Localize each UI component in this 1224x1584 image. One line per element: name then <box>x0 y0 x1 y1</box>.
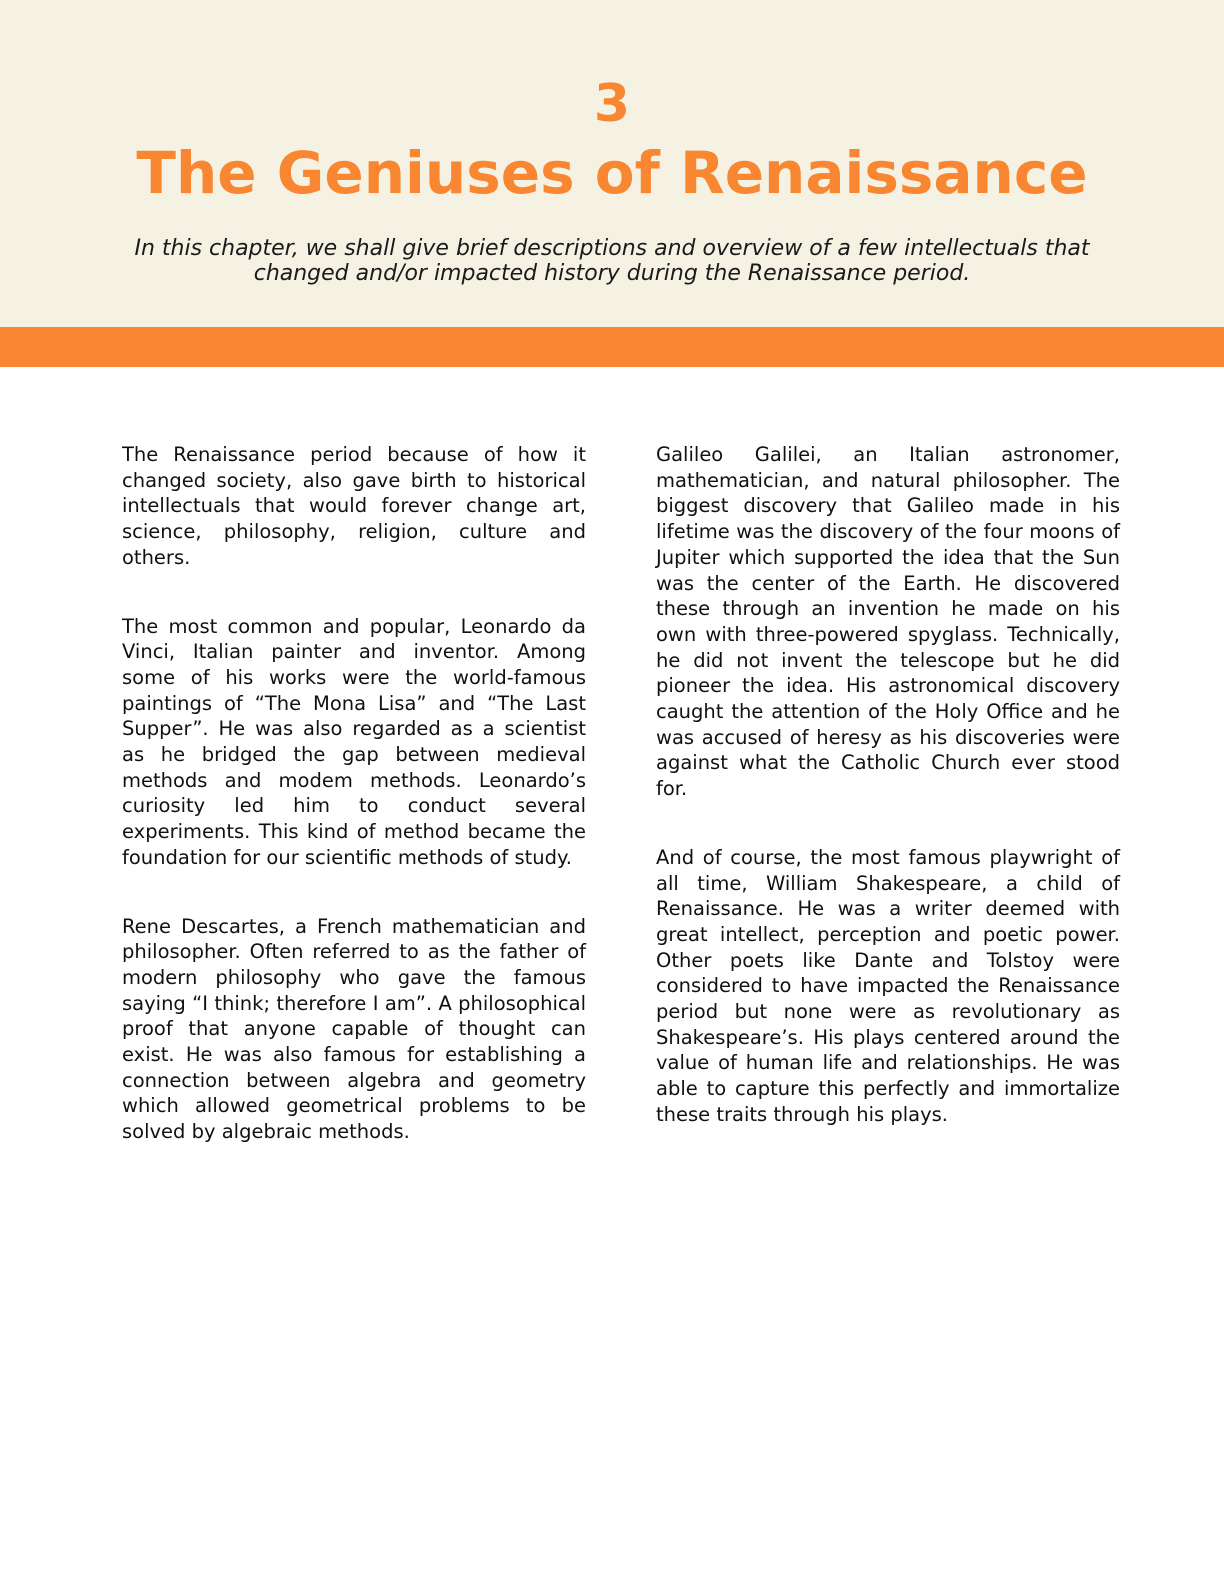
paragraph-rene-descartes: Rene Descartes, a French mathematician and philosopher. Often referred to as the father of modern philosophy who gave the famous saying “I think; therefore I am”. A philosophical proof that anyone capable of thought can exist. He was also famous for establishing a connection between algebra and geometry which allowed geometrical problems to be solved by algebraic methods. <box>122 914 586 1144</box>
paragraph-leonardo-da-vinci: The most common and popular, Leonardo da Vinci, Italian painter and inventor. Among some of his works were the world-famous paintings of “The Mona Lisa” and “The Last Supper”. He was also regarded as a scientist as he bridged the gap between medieval methods and modem methods. Leonardo’s curiosity led him to conduct several experiments. This kind of method became the foundation for our scientific methods of study. <box>122 614 586 869</box>
chapter-number: 3 <box>593 74 631 134</box>
left-text-column <box>122 442 586 1188</box>
chapter-header <box>0 0 1224 327</box>
paragraph-galileo-galilei: Galileo Galilei, an Italian astronomer, mathematician, and natural philosopher. The biggest discovery that Galileo made in his lifetime was the discovery of the four moons of Jupiter which supported the idea that the Sun was the center of the Earth. He discovered these through an invention he made on his own with three-powered spyglass. Technically, he did not invent the telescope but he did pioneer the idea. His astronomical discovery caught the attention of the Holy Office and he was accused of heresy as his discoveries were against what the Catholic Church ever stood for. <box>656 443 1120 801</box>
paragraph-renaissance-intellectuals: The Renaissance period because of how it changed society, also gave birth to historical intellectuals that would forever change art, science, philosophy, religion, culture and others. <box>122 443 586 569</box>
paragraph-william-shakespeare: And of course, the most famous playwright of all time, William Shakespeare, a child of Renaissance. He was a writer deemed with great intellect, perception and poetic power. Other poets like Dante and Tolstoy were considered to have impacted the Renaissance period but none were as revolutionary as Shakespeare’s. His plays centered around the value of human life and relationships. He was able to capture this perfectly and immortalize these traits through his plays. <box>656 845 1120 1126</box>
chapter-intro: In this chapter, we shall give brief descriptions and overview of a few intellectuals that changed and/or impacted history during the Renaissance period. <box>134 236 1090 286</box>
accent-divider-bar <box>0 327 1224 367</box>
chapter-title: The Geniuses of Renaissance <box>136 139 1088 207</box>
right-text-column <box>656 442 1120 1171</box>
